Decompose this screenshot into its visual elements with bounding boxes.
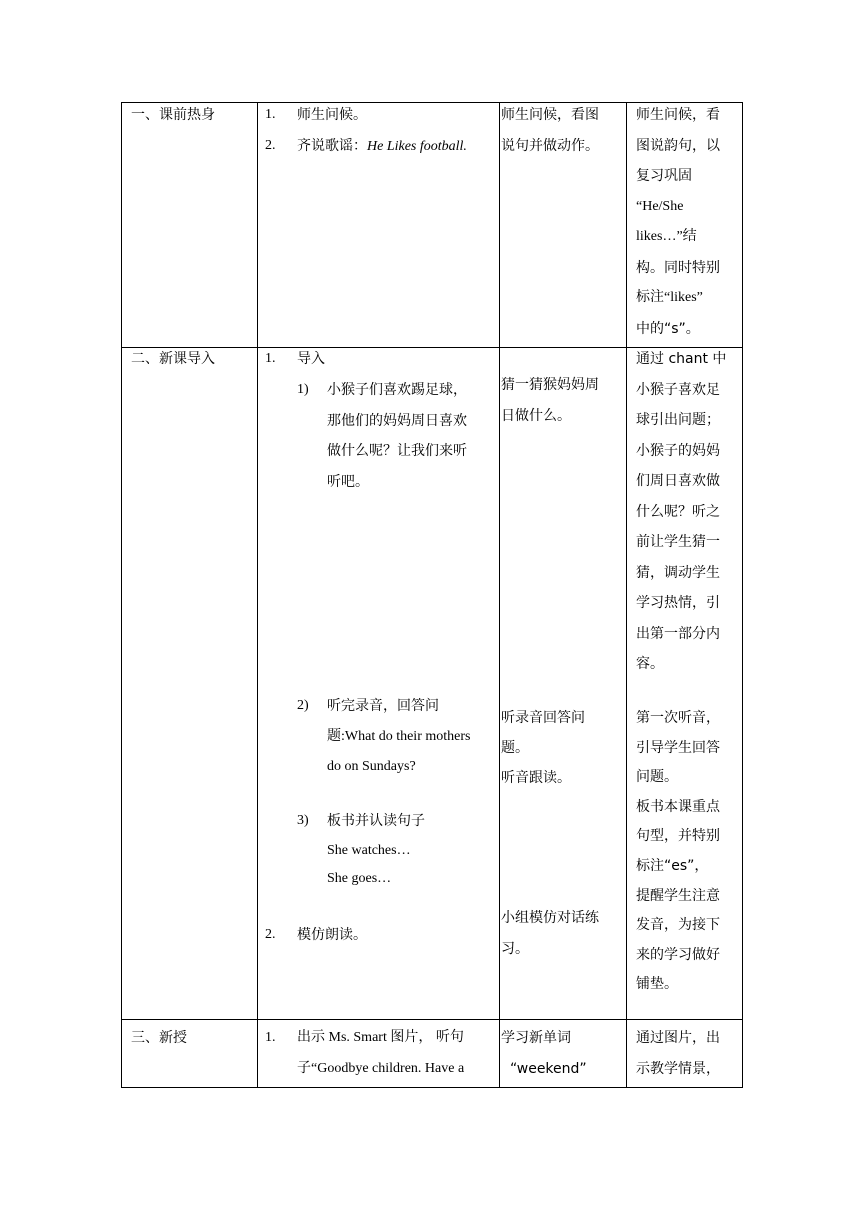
stage-label: 三、新授 xyxy=(131,1030,187,1046)
item-text: 出示 Ms. Smart 图片， 听句 子“Goodbye children. Have a xyxy=(297,1030,465,1076)
activity-cell xyxy=(258,348,500,1020)
student-cell xyxy=(500,1020,627,1088)
board-sentence: She watches… xyxy=(327,843,411,858)
lesson-plan-table xyxy=(121,102,743,1088)
item-text: 模仿朗读。 xyxy=(297,927,367,943)
student-cell xyxy=(500,348,627,1020)
sub-number: 2) xyxy=(297,698,309,713)
student-text: 小组模仿对话练 习。 xyxy=(501,910,599,957)
table-row xyxy=(122,103,743,348)
chant-title: He Likes football. xyxy=(367,139,467,154)
purpose-text: 师生问候，看 图说韵句，以 复习巩固 “He/She likes…”结 构。同时特别 标注“likes” 中的“s”。 xyxy=(636,107,720,337)
purpose-cell xyxy=(627,1020,743,1088)
item-number: 2. xyxy=(265,927,276,942)
item-number: 1. xyxy=(265,107,276,122)
student-text: 猜一猜猴妈妈周 日做什么。 xyxy=(501,377,599,424)
student-text: 听录音回答问 题。 听音跟读。 xyxy=(501,710,585,786)
purpose-cell xyxy=(627,348,743,1020)
stage-cell xyxy=(122,348,258,1020)
purpose-text: 通过图片，出 示教学情景， xyxy=(636,1030,720,1077)
sub-text: 小猴子们喜欢踢足球， 那他们的妈妈周日喜欢 做什么呢？让我们来听 听吧。 xyxy=(327,382,467,490)
stage-cell xyxy=(122,1020,258,1088)
item-number: 2. xyxy=(265,138,276,153)
activity-cell xyxy=(258,103,500,348)
item-text: 师生问候。 xyxy=(297,107,367,123)
purpose-text: 通过 chant 中 小猴子喜欢足 球引出问题； 小猴子的妈妈 们周日喜欢做 什么呢？听之 前让学生猜一 猜，调动学生 学习热情，引 出第一部分内 容。 xyxy=(636,351,727,672)
student-cell xyxy=(500,103,627,348)
stage-cell xyxy=(122,103,258,348)
stage-label: 一、课前热身 xyxy=(131,107,215,123)
purpose-cell xyxy=(627,103,743,348)
table-row xyxy=(122,1020,743,1088)
sub-text: 听完录音，回答问 题:What do their mothers do on Sundays? xyxy=(327,698,471,774)
sub-number: 3) xyxy=(297,813,309,828)
sub-number: 1) xyxy=(297,382,309,397)
item-prefix: 齐说歌谣： xyxy=(297,138,367,154)
sub-text: 板书并认读句子 xyxy=(327,813,425,829)
item-text: 导入 xyxy=(297,351,325,367)
stage-label: 二、新课导入 xyxy=(131,351,215,367)
item-number: 1. xyxy=(265,1030,276,1045)
table-row xyxy=(122,348,743,1020)
student-text: 学习新单词 “weekend” xyxy=(501,1030,587,1077)
item-number: 1. xyxy=(265,351,276,366)
purpose-text: 第一次听音， 引导学生回答 问题。 板书本课重点 句型，并特别 标注“es”， 提醒学生注意 发音，为接下 来的学习做好 铺垫。 xyxy=(636,710,720,993)
activity-cell xyxy=(258,1020,500,1088)
student-text: 师生问候，看图 说句并做动作。 xyxy=(501,107,599,154)
item-text xyxy=(297,137,467,156)
board-sentence: She goes… xyxy=(327,871,392,886)
